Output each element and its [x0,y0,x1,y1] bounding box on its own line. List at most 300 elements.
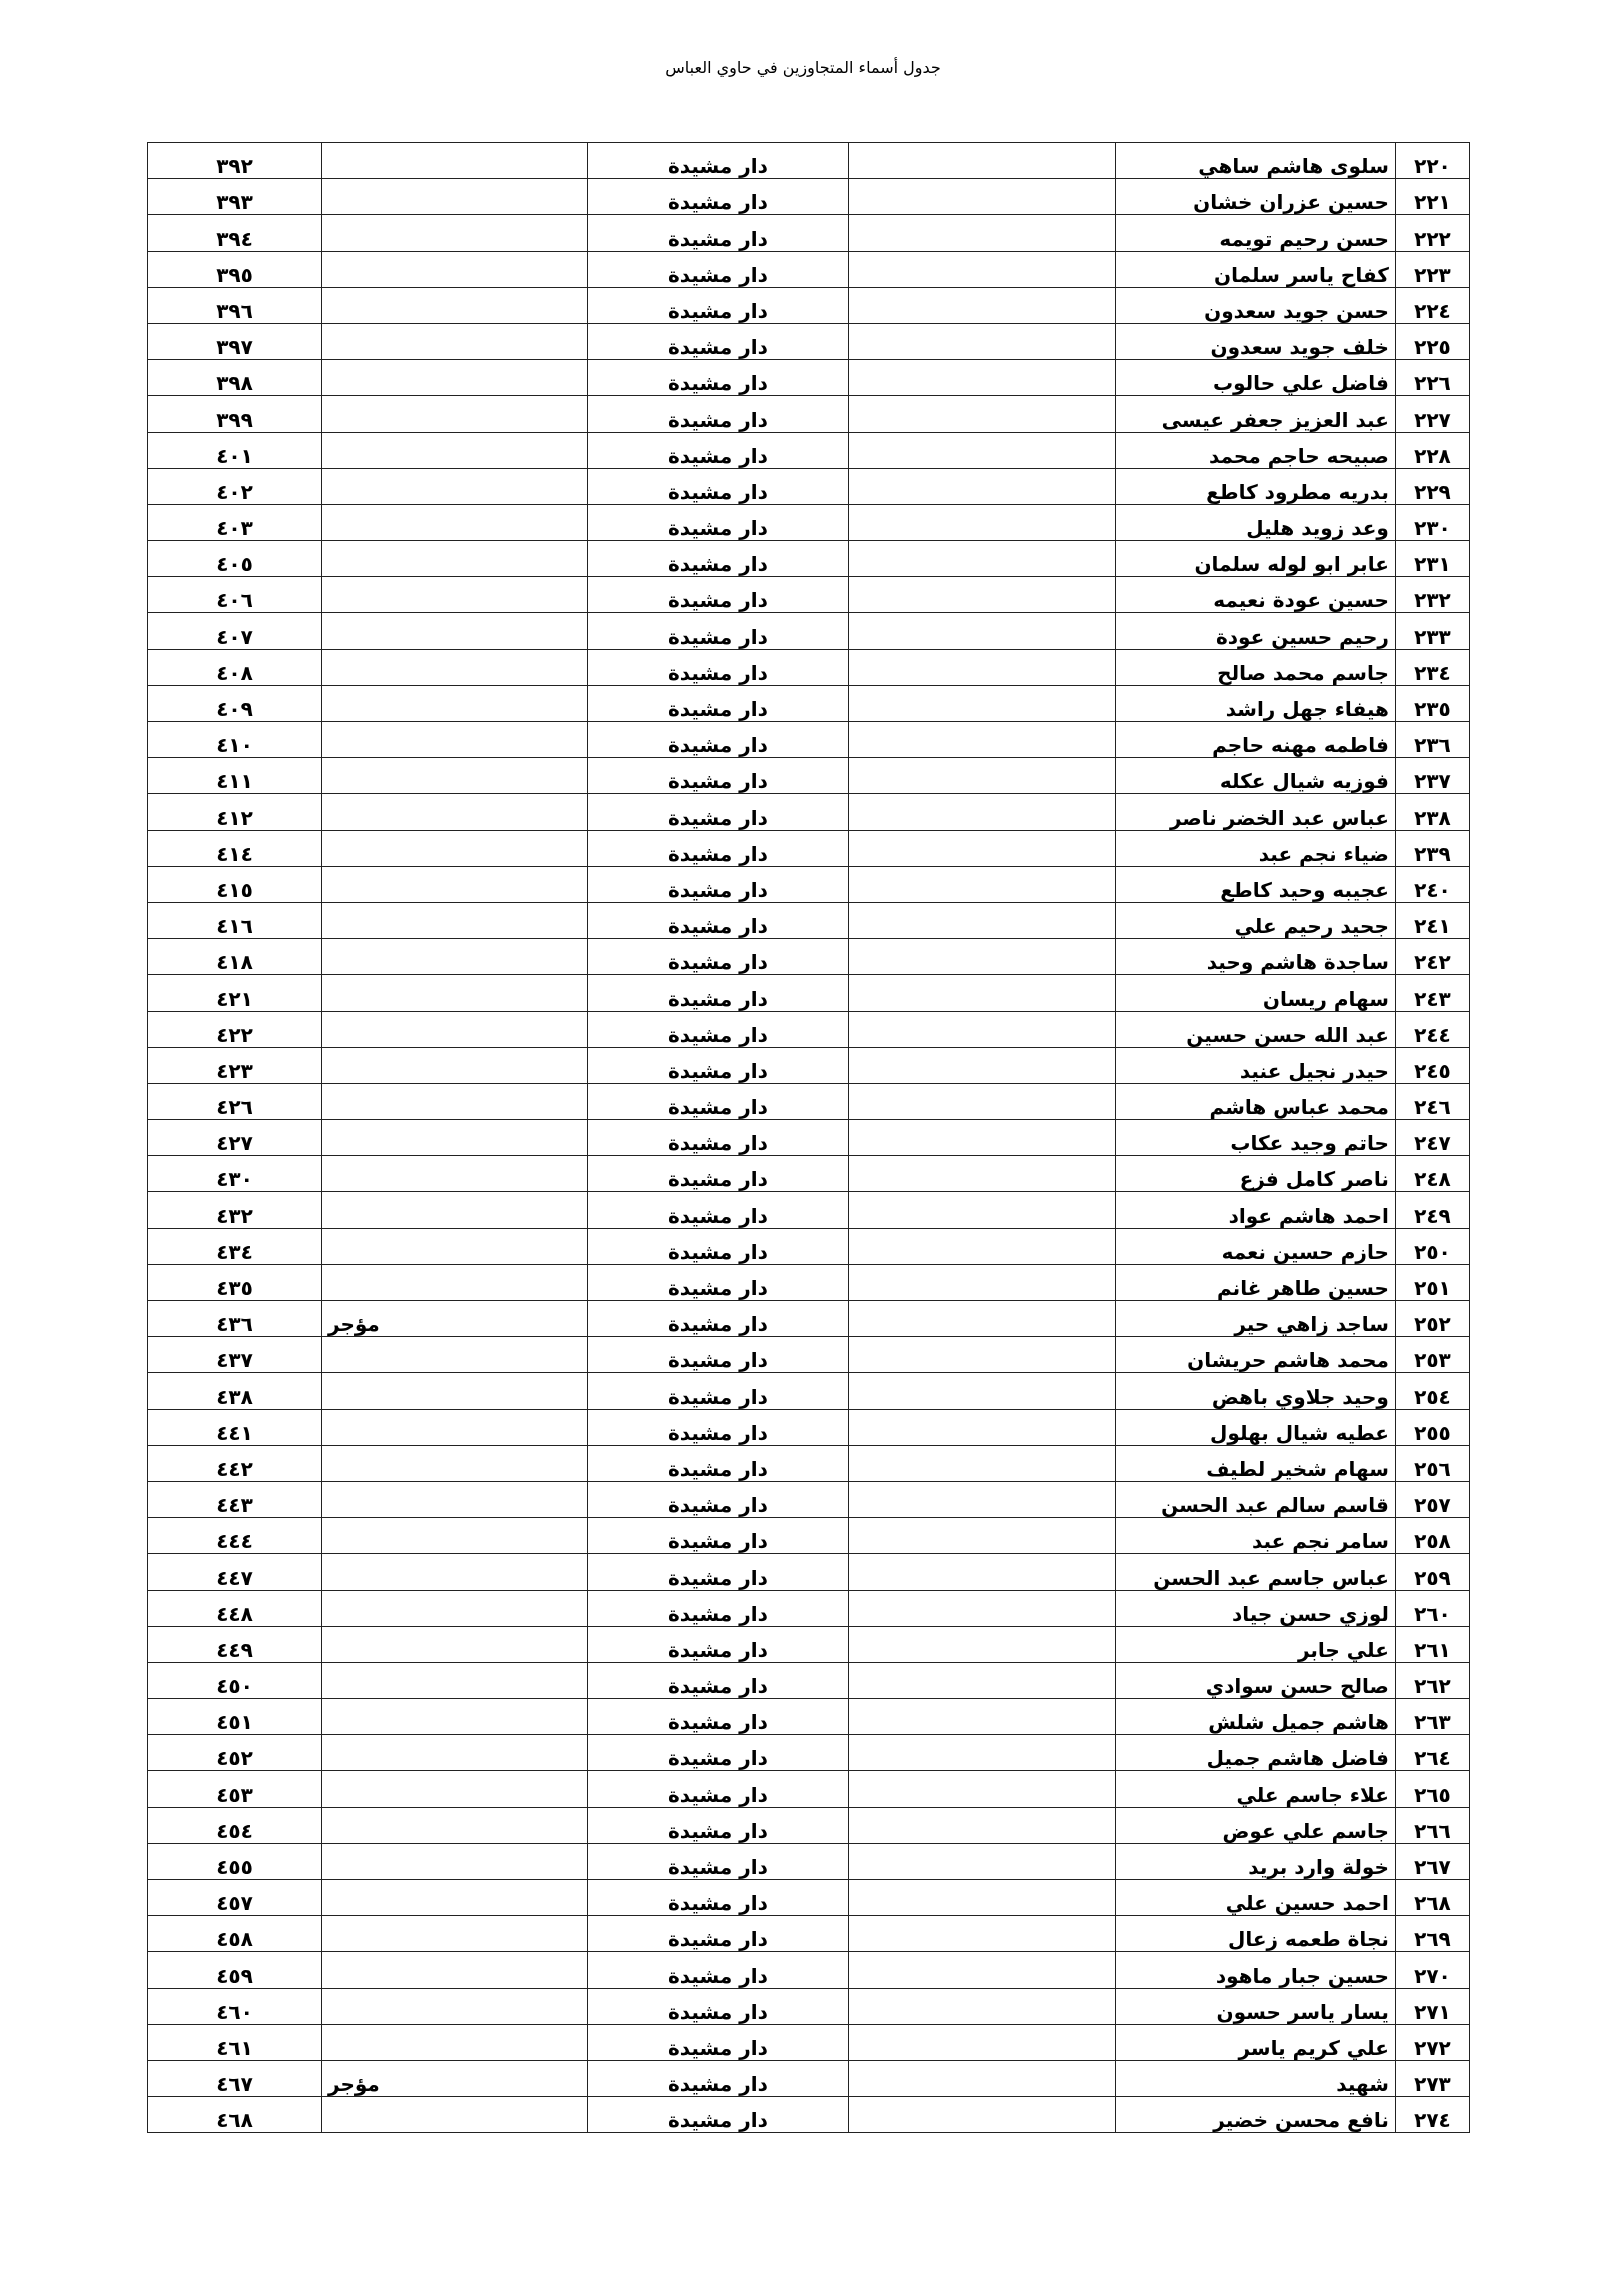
name-cell: محمد عباس هاشم [1115,1083,1395,1119]
seq-cell: ٢٧٠ [1395,1952,1469,1988]
empty-cell [849,577,1116,613]
number-cell: ٣٩٧ [148,323,322,359]
seq-cell: ٢٥٣ [1395,1337,1469,1373]
number-cell: ٤١٢ [148,794,322,830]
seq-cell: ٢٤٥ [1395,1047,1469,1083]
number-cell: ٤٤٢ [148,1445,322,1481]
property-type-cell: دار مشيدة [587,1590,849,1626]
property-type-cell: دار مشيدة [587,1880,849,1916]
property-type-cell: دار مشيدة [587,1337,849,1373]
name-cell: حسين عودة نعيمه [1115,577,1395,613]
number-cell: ٤٥٢ [148,1735,322,1771]
note-cell [322,1011,588,1047]
empty-cell [849,1047,1116,1083]
number-cell: ٤٦٠ [148,1988,322,2024]
number-cell: ٤٣٨ [148,1373,322,1409]
name-cell: رحيم حسين عودة [1115,613,1395,649]
note-cell [322,685,588,721]
table-row [148,1083,1470,1119]
table-row [148,1626,1470,1662]
table-row [148,794,1470,830]
note-cell [322,1880,588,1916]
property-type-cell: دار مشيدة [587,1373,849,1409]
name-cell: حازم حسين نعمه [1115,1228,1395,1264]
property-type-cell: دار مشيدة [587,1228,849,1264]
number-cell: ٤٥٣ [148,1771,322,1807]
number-cell: ٤١٠ [148,722,322,758]
number-cell: ٤٠٣ [148,504,322,540]
seq-cell: ٢٣٦ [1395,722,1469,758]
empty-cell [849,2024,1116,2060]
seq-cell: ٢٥٨ [1395,1518,1469,1554]
number-cell: ٤٤٩ [148,1626,322,1662]
seq-cell: ٢٣٥ [1395,685,1469,721]
property-type-cell: دار مشيدة [587,830,849,866]
property-type-cell: دار مشيدة [587,468,849,504]
property-type-cell: دار مشيدة [587,794,849,830]
empty-cell [849,1228,1116,1264]
number-cell: ٤٠٦ [148,577,322,613]
note-cell [322,1481,588,1517]
table-row [148,179,1470,215]
seq-cell: ٢٦٦ [1395,1807,1469,1843]
seq-cell: ٢٤٠ [1395,866,1469,902]
table-row [148,1735,1470,1771]
note-cell [322,504,588,540]
note-cell [322,1409,588,1445]
note-cell [322,2024,588,2060]
table-row [148,1156,1470,1192]
table-row [148,1590,1470,1626]
empty-cell [849,215,1116,251]
note-cell [322,649,588,685]
seq-cell: ٢٣٣ [1395,613,1469,649]
property-type-cell: دار مشيدة [587,722,849,758]
name-cell: عباس عبد الخضر ناصر [1115,794,1395,830]
number-cell: ٣٩٦ [148,287,322,323]
name-cell: هيفاء جهل راشد [1115,685,1395,721]
seq-cell: ٢٥٤ [1395,1373,1469,1409]
seq-cell: ٢٦٨ [1395,1880,1469,1916]
table-row [148,1952,1470,1988]
empty-cell [849,1626,1116,1662]
name-cell: ساجدة هاشم وحيد [1115,939,1395,975]
table-row [148,468,1470,504]
note-cell [322,143,588,179]
note-cell [322,468,588,504]
seq-cell: ٢٣٤ [1395,649,1469,685]
name-cell: فوزيه شيال عكله [1115,758,1395,794]
empty-cell [849,1988,1116,2024]
number-cell: ٣٩٥ [148,251,322,287]
name-cell: فاطمه مهنه حاجم [1115,722,1395,758]
note-cell [322,1518,588,1554]
name-cell: جحيد رحيم علي [1115,902,1395,938]
seq-cell: ٢٤٨ [1395,1156,1469,1192]
number-cell: ٤٦٨ [148,2097,322,2133]
property-type-cell: دار مشيدة [587,2060,849,2096]
name-cell: حسن رحيم تويمه [1115,215,1395,251]
property-type-cell: دار مشيدة [587,1662,849,1698]
seq-cell: ٢٢٢ [1395,215,1469,251]
empty-cell [849,179,1116,215]
property-type-cell: دار مشيدة [587,215,849,251]
property-type-cell: دار مشيدة [587,1083,849,1119]
table-row [148,613,1470,649]
property-type-cell: دار مشيدة [587,1047,849,1083]
empty-cell [849,722,1116,758]
property-type-cell: دار مشيدة [587,975,849,1011]
number-cell: ٤٤٤ [148,1518,322,1554]
seq-cell: ٢٧٣ [1395,2060,1469,2096]
number-cell: ٤٠٥ [148,541,322,577]
seq-cell: ٢٤٣ [1395,975,1469,1011]
seq-cell: ٢٥٧ [1395,1481,1469,1517]
name-cell: جاسم علي عوض [1115,1807,1395,1843]
page-title: جدول أسماء المتجاوزين في حاوي العباس [665,58,941,77]
property-type-cell: دار مشيدة [587,1807,849,1843]
number-cell: ٤١٥ [148,866,322,902]
note-cell [322,179,588,215]
table-row [148,215,1470,251]
property-type-cell: دار مشيدة [587,1554,849,1590]
empty-cell [849,1735,1116,1771]
number-cell: ٤١٦ [148,902,322,938]
seq-cell: ٢٦٥ [1395,1771,1469,1807]
property-type-cell: دار مشيدة [587,613,849,649]
property-type-cell: دار مشيدة [587,685,849,721]
seq-cell: ٢٢٤ [1395,287,1469,323]
name-cell: احمد هاشم عواد [1115,1192,1395,1228]
number-cell: ٤٠٨ [148,649,322,685]
number-cell: ٤٠١ [148,432,322,468]
name-cell: بدريه مطرود كاطع [1115,468,1395,504]
property-type-cell: دار مشيدة [587,1156,849,1192]
table-row [148,1409,1470,1445]
note-cell: مؤجر [322,2060,588,2096]
seq-cell: ٢٢١ [1395,179,1469,215]
table-row [148,432,1470,468]
note-cell [322,1843,588,1879]
table-row [148,1662,1470,1698]
name-cell: عبد العزيز جعفر عيسى [1115,396,1395,432]
note-cell [322,613,588,649]
number-cell: ٤٣٠ [148,1156,322,1192]
empty-cell [849,685,1116,721]
table-row [148,577,1470,613]
property-type-cell: دار مشيدة [587,649,849,685]
note-cell [322,287,588,323]
table-row [148,1011,1470,1047]
seq-cell: ٢٦٣ [1395,1699,1469,1735]
name-cell: سهام ريسان [1115,975,1395,1011]
number-cell: ٤٢٦ [148,1083,322,1119]
empty-cell [849,939,1116,975]
property-type-cell: دار مشيدة [587,2097,849,2133]
number-cell: ٤٣٥ [148,1264,322,1300]
name-cell: سهام شخير لطيف [1115,1445,1395,1481]
table-row [148,2097,1470,2133]
table-row [148,830,1470,866]
note-cell [322,722,588,758]
records-table [147,142,1470,2133]
empty-cell [849,1554,1116,1590]
name-cell: فاضل هاشم جميل [1115,1735,1395,1771]
number-cell: ٤٥١ [148,1699,322,1735]
table-row [148,1047,1470,1083]
empty-cell [849,143,1116,179]
empty-cell [849,1843,1116,1879]
note-cell [322,866,588,902]
name-cell: فاضل علي حالوب [1115,360,1395,396]
empty-cell [849,1699,1116,1735]
note-cell [322,830,588,866]
empty-cell [849,1083,1116,1119]
property-type-cell: دار مشيدة [587,1916,849,1952]
property-type-cell: دار مشيدة [587,1011,849,1047]
table-row [148,1445,1470,1481]
records-table-body [148,143,1470,2133]
empty-cell [849,2097,1116,2133]
seq-cell: ٢٣٩ [1395,830,1469,866]
property-type-cell: دار مشيدة [587,939,849,975]
table-row [148,1337,1470,1373]
empty-cell [849,1952,1116,1988]
number-cell: ٣٩٣ [148,179,322,215]
seq-cell: ٢٧١ [1395,1988,1469,2024]
seq-cell: ٢٥٦ [1395,1445,1469,1481]
empty-cell [849,1264,1116,1300]
note-cell [322,1373,588,1409]
table-row [148,1120,1470,1156]
seq-cell: ٢٤٢ [1395,939,1469,975]
seq-cell: ٢٤٧ [1395,1120,1469,1156]
note-cell [322,215,588,251]
property-type-cell: دار مشيدة [587,1735,849,1771]
table-row [148,975,1470,1011]
table-row [148,1988,1470,2024]
note-cell [322,432,588,468]
number-cell: ٤٥٨ [148,1916,322,1952]
seq-cell: ٢٢٠ [1395,143,1469,179]
table-row [148,1518,1470,1554]
table-row [148,1481,1470,1517]
empty-cell [849,468,1116,504]
name-cell: حسين عزران خشان [1115,179,1395,215]
number-cell: ٤٠٢ [148,468,322,504]
empty-cell [849,866,1116,902]
property-type-cell: دار مشيدة [587,432,849,468]
empty-cell [849,1301,1116,1337]
note-cell [322,323,588,359]
number-cell: ٤٣٢ [148,1192,322,1228]
empty-cell [849,1409,1116,1445]
table-row [148,1373,1470,1409]
seq-cell: ٢٢٦ [1395,360,1469,396]
property-type-cell: دار مشيدة [587,143,849,179]
table-row [148,939,1470,975]
note-cell [322,1662,588,1698]
empty-cell [849,1916,1116,1952]
note-cell [322,396,588,432]
table-row [148,685,1470,721]
name-cell: جاسم محمد صالح [1115,649,1395,685]
seq-cell: ٢٦٩ [1395,1916,1469,1952]
number-cell: ٤٣٧ [148,1337,322,1373]
empty-cell [849,758,1116,794]
number-cell: ٣٩٨ [148,360,322,396]
number-cell: ٤٠٩ [148,685,322,721]
table-row [148,541,1470,577]
name-cell: علي كريم ياسر [1115,2024,1395,2060]
note-cell [322,939,588,975]
table-row [148,902,1470,938]
seq-cell: ٢٧٤ [1395,2097,1469,2133]
table-row [148,1554,1470,1590]
table-row [148,1880,1470,1916]
table-row [148,323,1470,359]
table-row [148,1264,1470,1300]
name-cell: عباس جاسم عبد الحسن [1115,1554,1395,1590]
property-type-cell: دار مشيدة [587,758,849,794]
property-type-cell: دار مشيدة [587,1301,849,1337]
property-type-cell: دار مشيدة [587,902,849,938]
empty-cell [849,323,1116,359]
name-cell: احمد حسين علي [1115,1880,1395,1916]
seq-cell: ٢٢٨ [1395,432,1469,468]
seq-cell: ٢٦٠ [1395,1590,1469,1626]
empty-cell [849,794,1116,830]
empty-cell [849,287,1116,323]
note-cell [322,1590,588,1626]
table-row [148,360,1470,396]
name-cell: كفاح ياسر سلمان [1115,251,1395,287]
seq-cell: ٢٥٥ [1395,1409,1469,1445]
empty-cell [849,396,1116,432]
empty-cell [849,2060,1116,2096]
empty-cell [849,1481,1116,1517]
property-type-cell: دار مشيدة [587,1626,849,1662]
empty-cell [849,975,1116,1011]
empty-cell [849,360,1116,396]
number-cell: ٤٢٣ [148,1047,322,1083]
note-cell [322,975,588,1011]
note-cell [322,1445,588,1481]
name-cell: قاسم سالم عبد الحسن [1115,1481,1395,1517]
table-row [148,1843,1470,1879]
property-type-cell: دار مشيدة [587,1409,849,1445]
number-cell: ٤١٨ [148,939,322,975]
table-row [148,287,1470,323]
empty-cell [849,432,1116,468]
note-cell [322,251,588,287]
table-row [148,649,1470,685]
name-cell: شهيد [1115,2060,1395,2096]
table-row [148,722,1470,758]
property-type-cell: دار مشيدة [587,866,849,902]
seq-cell: ٢٢٩ [1395,468,1469,504]
table-row [148,758,1470,794]
name-cell: ضياء نجم عبد [1115,830,1395,866]
property-type-cell: دار مشيدة [587,323,849,359]
number-cell: ٤٢٧ [148,1120,322,1156]
property-type-cell: دار مشيدة [587,1192,849,1228]
empty-cell [849,251,1116,287]
empty-cell [849,830,1116,866]
note-cell [322,1771,588,1807]
name-cell: عطيه شيال بهلول [1115,1409,1395,1445]
table-row [148,1807,1470,1843]
table-row [148,1699,1470,1735]
property-type-cell: دار مشيدة [587,1699,849,1735]
empty-cell [849,649,1116,685]
name-cell: هاشم جميل شلش [1115,1699,1395,1735]
property-type-cell: دار مشيدة [587,396,849,432]
property-type-cell: دار مشيدة [587,1518,849,1554]
seq-cell: ٢٥٠ [1395,1228,1469,1264]
note-cell [322,794,588,830]
seq-cell: ٢٦٧ [1395,1843,1469,1879]
table-row [148,143,1470,179]
property-type-cell: دار مشيدة [587,1445,849,1481]
property-type-cell: دار مشيدة [587,1771,849,1807]
name-cell: خولة وارد بريد [1115,1843,1395,1879]
number-cell: ٤٤٣ [148,1481,322,1517]
name-cell: عبد الله حسن حسين [1115,1011,1395,1047]
seq-cell: ٢٥٢ [1395,1301,1469,1337]
table-row [148,1192,1470,1228]
seq-cell: ٢٤٤ [1395,1011,1469,1047]
note-cell [322,758,588,794]
name-cell: علي جابر [1115,1626,1395,1662]
table-row [148,2060,1470,2096]
table-row [148,1301,1470,1337]
empty-cell [849,1662,1116,1698]
seq-cell: ٢٦١ [1395,1626,1469,1662]
name-cell: حاتم وجيد عكاب [1115,1120,1395,1156]
property-type-cell: دار مشيدة [587,1843,849,1879]
note-cell [322,1699,588,1735]
name-cell: ناصر كامل فزع [1115,1156,1395,1192]
number-cell: ٤٥٩ [148,1952,322,1988]
number-cell: ٤٥٧ [148,1880,322,1916]
name-cell: خلف جويد سعدون [1115,323,1395,359]
empty-cell [849,1445,1116,1481]
property-type-cell: دار مشيدة [587,2024,849,2060]
name-cell: عابر ابو لوله سلمان [1115,541,1395,577]
seq-cell: ٢٦٤ [1395,1735,1469,1771]
property-type-cell: دار مشيدة [587,179,849,215]
empty-cell [849,1373,1116,1409]
empty-cell [849,1011,1116,1047]
table-row [148,504,1470,540]
empty-cell [849,1880,1116,1916]
empty-cell [849,1192,1116,1228]
seq-cell: ٢٥٩ [1395,1554,1469,1590]
note-cell: مؤجر [322,1301,588,1337]
seq-cell: ٢٦٢ [1395,1662,1469,1698]
name-cell: حسين جبار ماهود [1115,1952,1395,1988]
property-type-cell: دار مشيدة [587,1952,849,1988]
note-cell [322,2097,588,2133]
number-cell: ٤١٤ [148,830,322,866]
number-cell: ٤٥٠ [148,1662,322,1698]
seq-cell: ٢٣٨ [1395,794,1469,830]
number-cell: ٤٣٤ [148,1228,322,1264]
table-row [148,1771,1470,1807]
note-cell [322,902,588,938]
number-cell: ٤٤١ [148,1409,322,1445]
